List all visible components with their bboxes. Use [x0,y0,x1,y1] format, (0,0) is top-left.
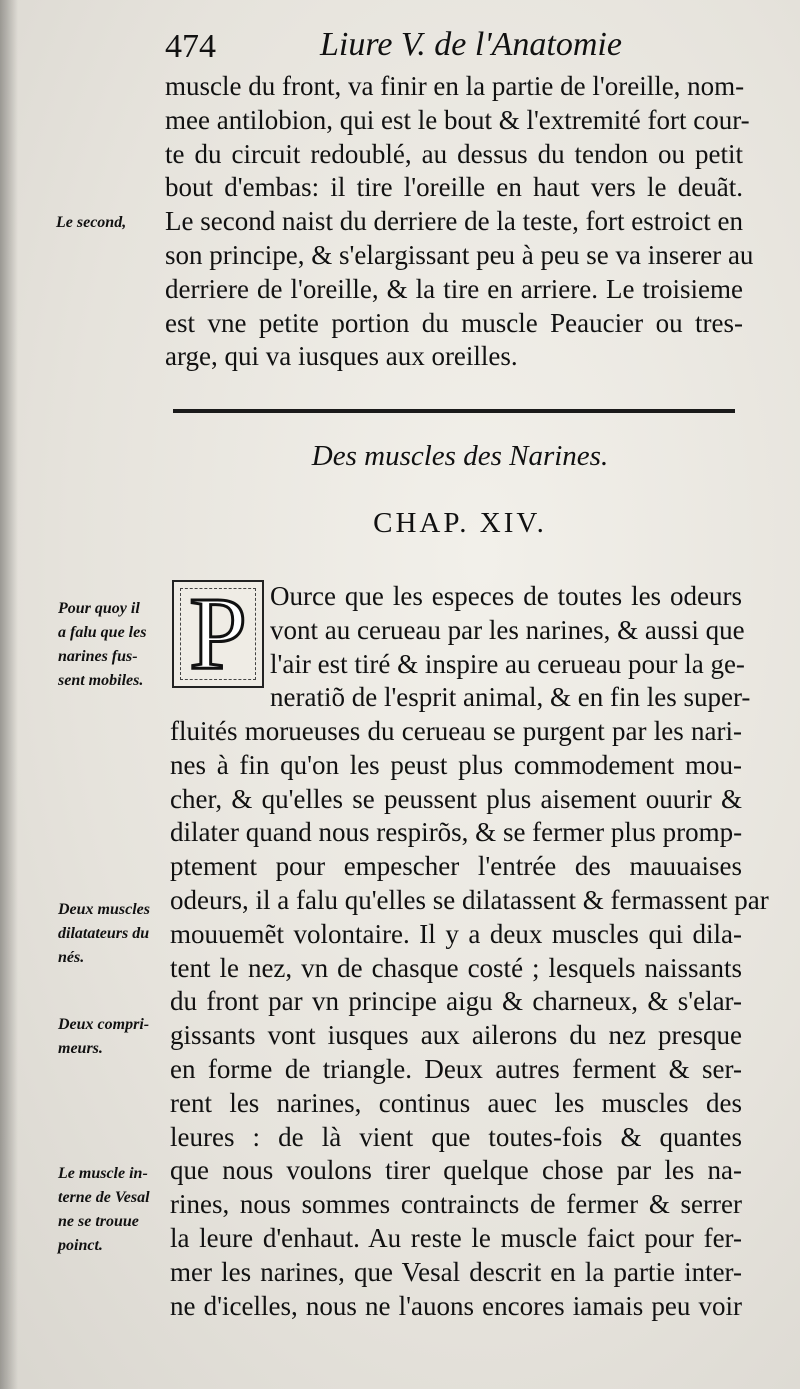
text-line: derriere de l'oreille, & la tire en arriere. Le troisieme [165,273,743,304]
sidenote-line: meurs. [58,1040,103,1057]
ornamental-drop-cap [172,576,264,691]
chapter-body [170,715,769,1323]
sidenote-line: Le second, [56,214,127,231]
sidenote-line: dilatateurs du [58,925,150,942]
text-line: fluités morueuses du cerueau se purgent par les nari- [170,716,742,746]
top-paragraph [165,70,754,374]
sidenote-deux-compri [58,1013,149,1061]
text-line: rent les narines, continus auec les muscles des [170,1087,742,1118]
text-line: ptement pour empescher l'entrée des mauuaises [170,851,742,882]
sidenote-le-second [56,211,126,235]
page-number: 474 [165,28,216,65]
section-title: Des muscles des Narines. [311,440,609,472]
text-line: neratiõ de l'esprit animal, & en fin les super- [270,682,751,713]
section-divider [173,409,735,413]
text-line: muscle du front, va finir en la partie de l'oreille, nom- [165,71,745,101]
text-line: arge, qui va iusques aux oreilles. [165,341,518,372]
sidenote-line: terne de Vesal [58,1189,150,1206]
text-line: nes à fin qu'on les peust plus commodement mou- [170,749,742,780]
text-line: Le second naist du derriere de la teste, fort estroict en [165,206,744,237]
text-line: cher, & qu'elles se peussent plus aisement ouurir & [170,783,742,814]
text-line: son principe, & s'elargissant peu à peu se va inserer au [165,239,754,270]
text-line: mer les narines, que Vesal descrit en la partie inter- [170,1256,742,1287]
text-line: du front par vn principe aigu & charneux, & s'elar- [170,986,742,1017]
sidenote-line: nés. [58,949,85,966]
text-line: l'air est tiré & inspire au cerueau pour la ge- [270,648,745,679]
sidenote-line: a falu que les [58,624,147,641]
text-line: tent le nez, vn de chasque costé ; lesquels naissants [170,952,742,983]
sidenote-deux-muscles [58,898,150,970]
sidenote-line: ne se trouue [58,1213,139,1230]
text-line: mee antilobion, qui est le bout & l'extremité fort cour- [165,104,750,135]
text-line: odeurs, il a falu qu'elles se dilatassent & fermassent par [170,884,769,915]
sidenote-pourquoy [58,597,146,693]
text-line: rines, nous sommes contraincts de fermer & serrer [170,1189,742,1220]
text-line: dilater quand nous respirõs, & se fermer plus promp- [170,817,743,848]
chapter-title: CHAP. XIV. [373,507,547,539]
page-gutter-shadow [0,0,18,1389]
chapter-opening-lines [270,580,751,715]
sidenote-line: Deux compri- [58,1016,150,1033]
sidenote-line: sent mobiles. [58,672,144,689]
text-line: bout d'embas: il tire l'oreille en haut vers le deuãt. [165,172,743,203]
running-title: Liure V. de l'Anatomie [320,26,622,63]
page-header [165,26,755,72]
text-line: te du circuit redoublé, au dessus du tendon ou petit [165,138,743,169]
text-line: en forme de triangle. Deux autres ferment & ser- [170,1053,742,1084]
sidenote-line: poinct. [58,1237,103,1254]
sidenote-le-muscle [58,1162,150,1258]
sidenote-line: narines fus- [58,648,138,665]
text-line: que nous voulons tirer quelque chose par les na- [170,1155,742,1186]
text-line: gissants vont iusques aux ailerons du nez presque [170,1020,742,1051]
sidenote-line: Pour quoy il [58,600,140,617]
text-line: est vne petite portion du muscle Peaucier ou tres- [165,307,743,338]
text-line: Ource que les especes de toutes les odeurs [270,581,742,611]
text-line: ne d'icelles, nous ne l'auons encores iamais peu voir [170,1290,742,1321]
text-line: leures : de là vient que toutes-fois & quantes [170,1121,742,1152]
text-line: la leure d'enhaut. Au reste le muscle faict pour fer- [170,1222,742,1253]
sidenote-line: Deux muscles [58,901,150,918]
text-line: mouuemẽt volontaire. Il y a deux muscles qui dila- [170,918,742,949]
drop-cap-letter: P [189,576,247,691]
text-line: vont au cerueau par les narines, & aussi que [270,614,745,645]
sidenote-line: Le muscle in- [58,1165,148,1182]
